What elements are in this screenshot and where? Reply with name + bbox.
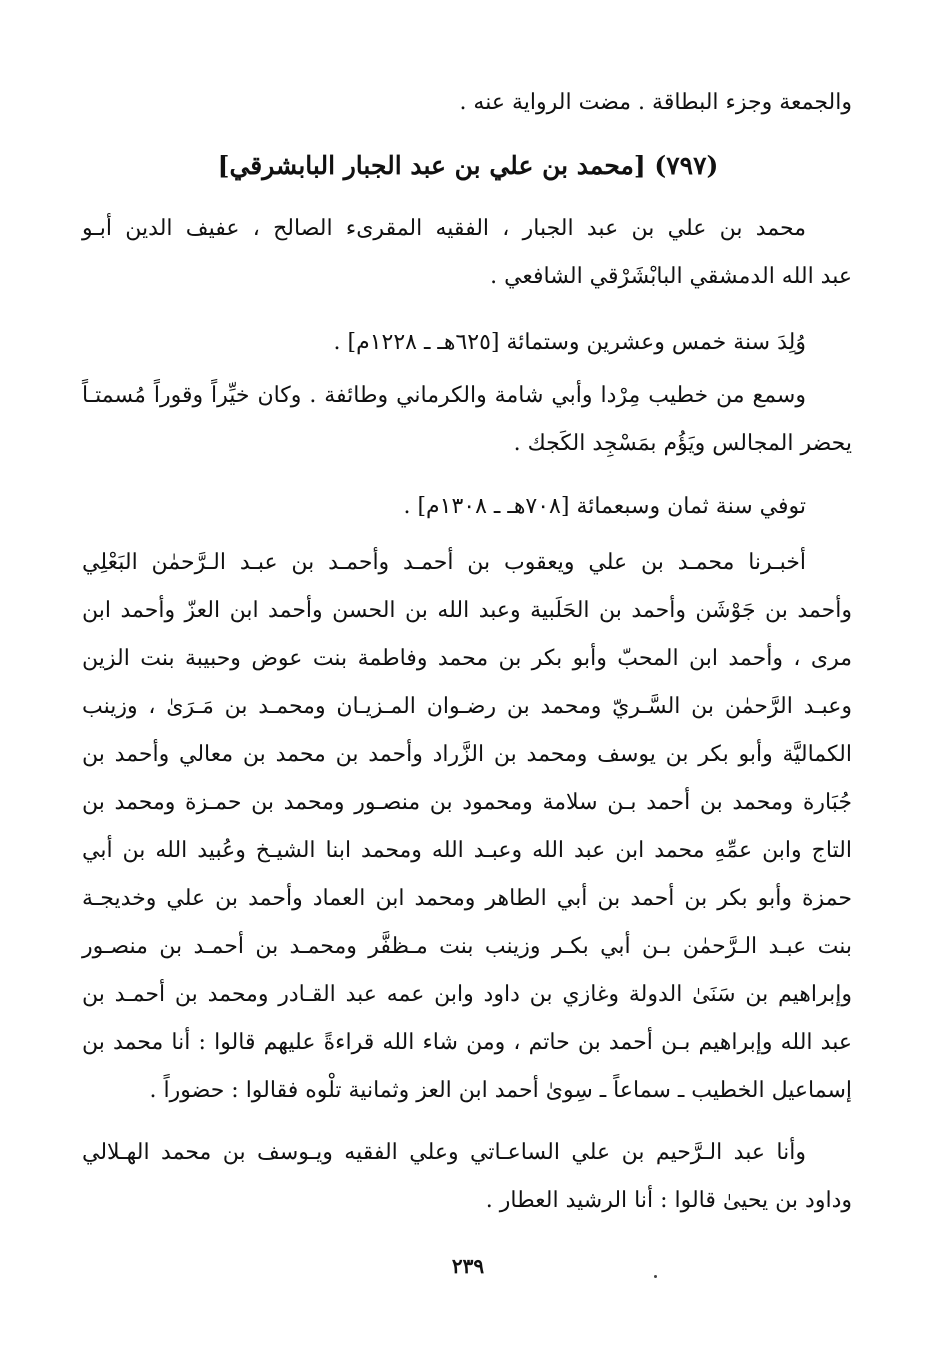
chain2-paragraph-line-2: وداود بن يحيىٰ قالوا : أنا الرشيد العطار . [485, 1188, 852, 1213]
chain-paragraph-line-12: إسماعيل الخطيب ـ سماعاً ـ سِوىٰ أحمد ابن العز وثمانية تلْوه فقالوا : حضوراً . [149, 1078, 852, 1103]
chain-paragraph-line-10: وإبراهيم بن سَنَىٰ الدولة وغازي بن داود وابن عمه عبد القـادر ومحمد بن أحمـد بن [82, 982, 852, 1007]
chain-paragraph-line-11: عبد الله وإبراهيم بـن أحمد بن حاتم ، ومن شاء الله قراءةً عليهم قالوا : أنا محمد بن [82, 1030, 852, 1055]
study-paragraph-line-1: وسمع من خطيب مِرْدا وأبي شامة والكرماني وطائفة . وكان خيِّراً وقوراً مُسمتـاً [82, 383, 806, 408]
chain-paragraph-line-8: حمزة وأبو بكر بن أحمد بن أبي الطاهر ومحمد ابن العماد وأحمد بن علي وخديجـة [82, 886, 852, 911]
running-text-header-line: والجمعة وجزء البطاقة . مضت الرواية عنه . [459, 90, 852, 115]
chain-paragraph-line-2: وأحمد بن جَوْشَن وأحمد بن الحَلَبية وعبد الله بن الحسن وأحمد ابن العزّ وأحمد ابن [82, 598, 852, 623]
name-paragraph-line-2: عبد الله الدمشقي البابْشَرْقي الشافعي . [490, 264, 852, 289]
chain-paragraph-line-3: مرى ، وأحمد ابن المحبّ وأبو بكر بن محمد وفاطمة بنت عوض وحبيبة بنت الزين [82, 646, 852, 671]
chain-paragraph-line-5: الكماليَّة وأبو بكر بن يوسف ومحمد بن الزَّراد وأحمد بن محمد بن معالي وأحمد بن [82, 742, 852, 767]
birth-paragraph-line-1: وُلِدَ سنة خمس وعشرين وستمائة [٦٢٥هـ ـ ١٢٢٨م] . [333, 330, 806, 355]
page-number: ٢٣٩ [451, 1254, 485, 1278]
chain2-paragraph-line-1: وأنا عبد الـرَّحيم بن علي الساعـاتي وعلي الفقيه ويـوسف بن محمد الهـلالي [82, 1140, 806, 1165]
death-paragraph-line-1: توفي سنة ثمان وسبعمائة [٧٠٨هـ ـ ١٣٠٨م] . [403, 494, 806, 519]
name-paragraph-line-1: محمد بن علي بن عبد الجبار ، الفقيه المقرىء الصالح ، عفيف الدين أبـو [82, 216, 806, 241]
chain-paragraph-line-9: بنت عبـد الـرَّحمٰن بـن أبي بكـر وزينب بنت مـظفَّر ومحمـد بن أحمـد بن منصـور [82, 934, 852, 959]
chain-paragraph-line-7: التاج وابن عمِّهِ محمد ابن عبد الله وعبـد الله ومحمد ابنا الشيـخ وعُبيد الله بن أبي [82, 838, 852, 863]
chain-paragraph-line-4: وعبـد الرَّحمٰن بن السَّـريّ ومحمد بن رضـوان المـزيـان ومحمـد بن مَـرَىٰ ، وزينب [82, 694, 852, 719]
chain-paragraph-line-1: أخبـرنا محمـد بن علي ويعقوب بن أحمـد وأحمـد بن عبـد الـرَّحمٰن البَعْلِي [82, 550, 806, 575]
entry-heading: (٧٩٧) [محمد بن علي بن عبد الجبار البابشرقي] [217, 151, 719, 180]
chain-paragraph-line-6: جُبَارة ومحمد بن أحمد بـن سلامة ومحمود بن منصـور ومحمد بن حمـزة ومحمد بن [82, 790, 852, 815]
scan-speck [654, 1275, 657, 1278]
study-paragraph-line-2: يحضر المجالس ويَؤُم بمَسْجِد الكَجك . [513, 431, 852, 456]
